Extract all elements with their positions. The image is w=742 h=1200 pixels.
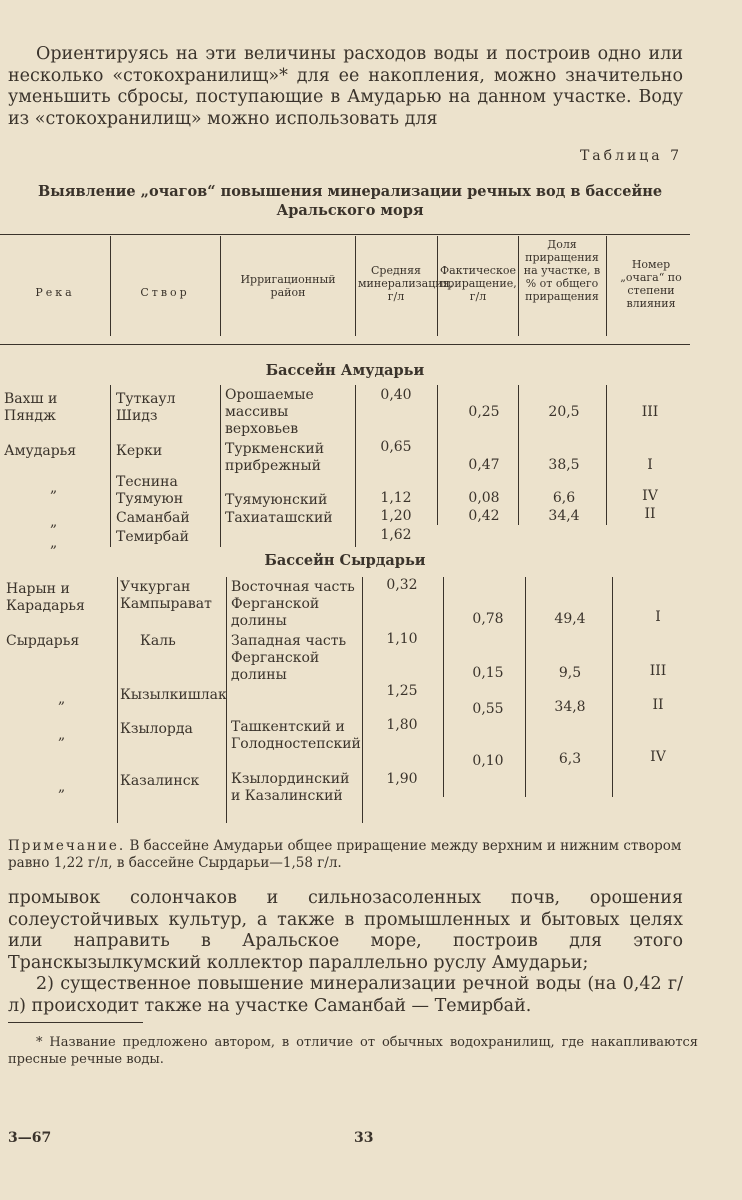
col-divider [606, 236, 607, 336]
table-cell-rank: I [655, 609, 661, 625]
table-cell-stvor: Кызылкишлак [120, 687, 227, 703]
table-cell-share: 34,8 [554, 699, 586, 715]
section-amudarya: Бассейн Амударьи [265, 362, 425, 379]
table-cell-fact: 0,47 [468, 457, 500, 473]
col-divider [437, 385, 438, 525]
paragraph-text: Ориентируясь на эти величины расходов воды и построив одно или несколько «стокохранилищ»* для ее накопления, можно значительно уменьшить сбросы, поступающие в Амударью на данном участке. Воду из «стокохранилищ» можно использовать для [8, 44, 683, 129]
top-paragraph [8, 44, 683, 130]
col-divider [518, 236, 519, 336]
table-cell-fact: 0,15 [472, 665, 504, 681]
note-text: В бассейне Амударьи общее приращение между верхним и нижним створом равно 1,22 г/л, в бассейне Сырдарьи—1,58 г/л. [8, 838, 682, 871]
col-divider [612, 577, 613, 797]
col-divider [220, 385, 221, 547]
table-cell-avg: 1,10 [386, 631, 418, 647]
table-cell-river: Амударья [4, 443, 77, 459]
table-cell-avg: 0,65 [380, 439, 412, 455]
table-cell-district: Кзылординский и Казалинский [231, 771, 350, 804]
table-cell-avg: 1,90 [386, 771, 418, 787]
table-cell-stvor: Саманбай [116, 510, 190, 526]
footnote [8, 1034, 698, 1068]
col-divider [518, 385, 519, 525]
table-cell-river: „ [58, 691, 66, 707]
table-cell-rank: III [641, 404, 659, 420]
header-stvor: Створ [140, 286, 190, 299]
table-header-rule [0, 344, 690, 345]
table-cell-share: 34,4 [548, 508, 580, 524]
table-title: Выявление „очагов“ повышения минерализации речных вод в бассейне Аральского моря [37, 183, 663, 219]
table-cell-rank: II [652, 697, 664, 713]
table-cell-share: 6,6 [552, 490, 576, 506]
table-cell-river: Вахш и Пяндж [4, 391, 58, 424]
header-rank: Номер „очага“ по степени влияния [620, 258, 682, 310]
table-cell-stvor: Учкурган Кампырават [120, 579, 212, 612]
table-cell-share: 9,5 [558, 665, 582, 681]
col-divider [110, 385, 111, 547]
table-cell-district: Ташкентский и Голодностепский [231, 719, 361, 752]
col-divider [362, 577, 363, 823]
table-cell-district: Орошаемые массивы верховьев [225, 387, 314, 437]
table-cell-district: Туркменский прибрежный [225, 441, 325, 474]
header-share: Доля приращения на участке, в % от общего приращения [523, 238, 601, 303]
paragraph-text: промывок солончаков и сильнозасоленных почв, орошения солеустойчивых культур, а также в промышленных и бытовых целях или направить в Аральское море, построив для этого Транскызылкумский коллектор параллельно руслу Амударьи; [8, 888, 683, 973]
table-cell-avg: 1,25 [386, 683, 418, 699]
table-cell-river: „ [58, 779, 66, 795]
table-cell-avg: 0,40 [380, 387, 412, 403]
table-cell-rank: II [644, 506, 656, 522]
section-syrdarya: Бассейн Сырдарьи [264, 552, 426, 569]
table-cell-fact: 0,78 [472, 611, 504, 627]
table-cell-river: „ [50, 535, 58, 551]
col-divider [117, 577, 118, 823]
table-cell-avg: 1,62 [380, 527, 412, 543]
bottom-paragraphs [8, 888, 683, 1017]
table-cell-avg: 0,32 [386, 577, 418, 593]
table-cell-avg: 1,12 [380, 490, 412, 506]
table-cell-district: Западная часть Ферганской долины [231, 633, 347, 683]
header-river: Река [35, 286, 75, 299]
table-cell-fact: 0,08 [468, 490, 500, 506]
col-divider [525, 577, 526, 797]
col-divider [220, 236, 221, 336]
table-cell-stvor: Темирбай [116, 529, 189, 545]
table-cell-district: Туямуюнский [225, 492, 328, 508]
table-top-rule [0, 234, 690, 235]
table-cell-river: „ [50, 514, 58, 530]
header-avg-min: Средняя минерализация, г/л [358, 264, 454, 303]
footnote-text: * Название предложено автором, в отличие от обычных водохранилищ, где накапливаются пресные речные воды. [8, 1035, 698, 1067]
table-cell-rank: I [647, 457, 653, 473]
table-cell-fact: 0,10 [472, 753, 504, 769]
signature-mark: 3—67 [8, 1130, 52, 1146]
table-cell-district: Восточная часть Ферганской долины [231, 579, 355, 629]
col-divider [443, 577, 444, 797]
table-cell-river: Сырдарья [6, 633, 80, 649]
col-divider [355, 236, 356, 336]
table-cell-fact: 0,55 [472, 701, 504, 717]
table-cell-stvor: Казалинск [120, 773, 200, 789]
col-divider [355, 385, 356, 547]
table-cell-avg: 1,20 [380, 508, 412, 524]
header-district: Ирригационный район [240, 273, 336, 299]
table-cell-fact: 0,42 [468, 508, 500, 524]
table-cell-share: 49,4 [554, 611, 586, 627]
col-divider [606, 385, 607, 525]
table-cell-river: „ [50, 480, 58, 496]
table-cell-fact: 0,25 [468, 404, 500, 420]
table-cell-river: Нарын и Карадарья [6, 581, 85, 614]
footnote-rule [8, 1022, 143, 1023]
table-cell-share: 38,5 [548, 457, 580, 473]
table-number: Таблица 7 [579, 148, 682, 164]
table-cell-rank: IV [650, 749, 666, 765]
table-cell-stvor: Каль [140, 633, 176, 649]
paragraph-text: 2) существенное повышение минерализации речной воды (на 0,42 г/л) происходит также на участке Саманбай — Темирбай. [8, 974, 683, 1016]
note-label: Примечание. [8, 838, 126, 854]
table-cell-share: 20,5 [548, 404, 580, 420]
table-cell-avg: 1,80 [386, 717, 418, 733]
table-cell-stvor: Туткаул Шидз [116, 391, 176, 424]
table-cell-share: 6,3 [558, 751, 582, 767]
table-cell-stvor: Керки [116, 443, 163, 459]
table-cell-rank: III [649, 663, 667, 679]
table-cell-stvor: Теснина Туямуюн [116, 474, 184, 507]
page-number: 33 [354, 1130, 374, 1146]
table-note [8, 838, 688, 872]
table-cell-district: Тахиаташский [225, 510, 333, 526]
table-cell-stvor: Кзылорда [120, 721, 193, 737]
header-fact: Фактическое приращение, г/л [440, 264, 517, 303]
table-cell-river: „ [58, 727, 66, 743]
table-cell-rank: IV [642, 488, 658, 504]
